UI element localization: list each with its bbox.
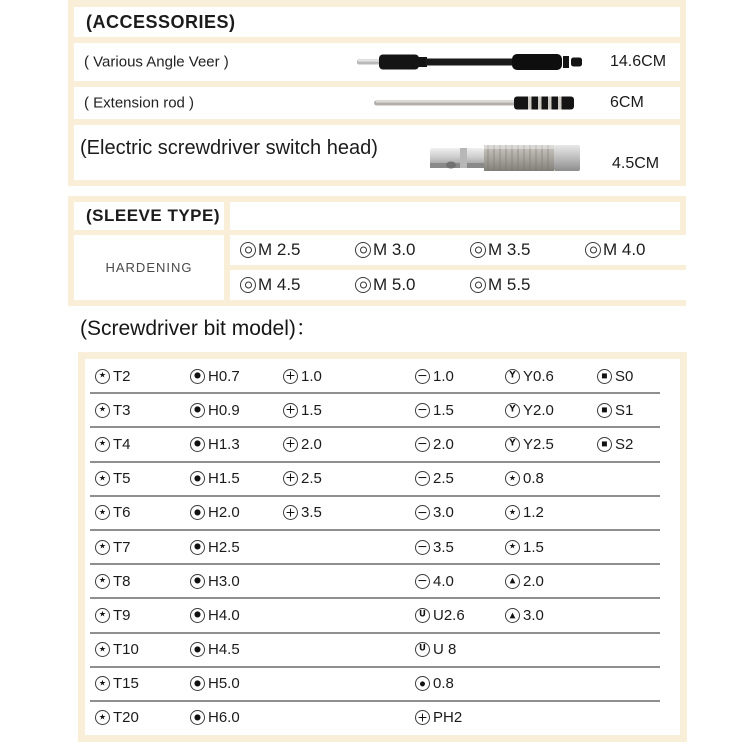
bit-model bbox=[283, 368, 415, 385]
bit-model-label: 1.0 bbox=[433, 367, 454, 385]
bit-table-row bbox=[85, 667, 680, 701]
accessory-label: ( Extension rod ) bbox=[84, 94, 195, 112]
u-icon: U bbox=[415, 608, 430, 623]
bit-model-label: PH2 bbox=[433, 709, 463, 727]
bit-model-label: Y2.0 bbox=[523, 401, 554, 419]
bit-model-label: H4.5 bbox=[208, 641, 240, 659]
bit-model bbox=[415, 573, 505, 590]
bit-model bbox=[415, 607, 505, 624]
bit-model bbox=[597, 368, 680, 385]
bit-model-label: T2 bbox=[113, 367, 131, 385]
phillips-icon: + bbox=[283, 403, 298, 418]
nut-icon bbox=[240, 277, 256, 293]
torx-icon: ★ bbox=[95, 642, 110, 657]
bit-model bbox=[597, 436, 680, 453]
bit-model bbox=[505, 436, 597, 453]
hex-icon: ● bbox=[190, 505, 205, 520]
slotted-icon: − bbox=[415, 574, 430, 589]
bit-model bbox=[190, 504, 283, 521]
hex-icon: ● bbox=[190, 574, 205, 589]
bit-model-label: S1 bbox=[615, 401, 634, 419]
bit-model bbox=[190, 539, 283, 556]
torx-icon: ★ bbox=[95, 471, 110, 486]
bit-model-label: 2.0 bbox=[433, 435, 454, 453]
phillips-icon: + bbox=[283, 505, 298, 520]
nut-icon bbox=[240, 242, 256, 258]
slotted-icon: − bbox=[415, 540, 430, 555]
slotted-icon: − bbox=[415, 403, 430, 418]
bit-model-label: 0.8 bbox=[523, 470, 544, 488]
bit-model bbox=[283, 504, 415, 521]
bit-model-label: Y0.6 bbox=[523, 367, 554, 385]
bit-model bbox=[190, 368, 283, 385]
bit-model-label: 2.5 bbox=[433, 470, 454, 488]
screwdriver-switch-head-image bbox=[430, 140, 580, 176]
nut-icon bbox=[355, 277, 371, 293]
bit-model-label: U2.6 bbox=[433, 606, 465, 624]
sleeve-size bbox=[470, 275, 585, 295]
accessory-row-extension-rod bbox=[74, 87, 680, 119]
bit-model bbox=[95, 368, 190, 385]
bit-model bbox=[190, 607, 283, 624]
accessory-row-switch-head bbox=[74, 125, 680, 180]
bit-table-row bbox=[85, 530, 680, 564]
sleeve-sizes-row-1 bbox=[230, 235, 700, 265]
torx-icon: ★ bbox=[95, 540, 110, 555]
bit-model-label: T9 bbox=[113, 606, 131, 624]
hardening-label: HARDENING bbox=[74, 235, 224, 300]
bit-model-label: H1.3 bbox=[208, 435, 240, 453]
bit-model bbox=[597, 402, 680, 419]
bit-model bbox=[415, 436, 505, 453]
sleeve-size bbox=[470, 240, 585, 260]
bit-model bbox=[190, 675, 283, 692]
dot-icon: ● bbox=[415, 676, 430, 691]
bit-model bbox=[95, 607, 190, 624]
hex-icon: ● bbox=[190, 642, 205, 657]
bit-model-label: 1.0 bbox=[301, 367, 322, 385]
accessories-title: (ACCESSORIES) bbox=[86, 11, 236, 32]
bit-model-label: T8 bbox=[113, 572, 131, 590]
bit-model bbox=[190, 709, 283, 726]
bit-model-label: T4 bbox=[113, 435, 131, 453]
torx-icon: ★ bbox=[95, 505, 110, 520]
bit-model bbox=[505, 573, 597, 590]
bit-model-label: H0.9 bbox=[208, 401, 240, 419]
bit-model bbox=[95, 402, 190, 419]
bit-model-label: 3.5 bbox=[433, 538, 454, 556]
sleeve-size-label: M 5.0 bbox=[373, 275, 416, 294]
bit-model-label: T7 bbox=[113, 538, 131, 556]
accessories-header bbox=[74, 7, 680, 37]
bit-model-label: S2 bbox=[615, 435, 634, 453]
bit-model-label: H1.5 bbox=[208, 470, 240, 488]
bit-model-table-body bbox=[85, 359, 680, 735]
bit-model bbox=[415, 709, 505, 726]
triangle-icon: ▲ bbox=[505, 574, 520, 589]
bit-model bbox=[95, 436, 190, 453]
bit-model bbox=[283, 402, 415, 419]
bit-model bbox=[415, 641, 505, 658]
bit-model-label: T20 bbox=[113, 709, 139, 727]
accessory-label: ( Various Angle Veer ) bbox=[84, 53, 229, 71]
hex-icon: ● bbox=[190, 608, 205, 623]
bit-model-label: U 8 bbox=[433, 641, 457, 659]
bit-model-label: H5.0 bbox=[208, 675, 240, 693]
accessory-size: 4.5CM bbox=[612, 155, 660, 172]
bit-model-label: 3.5 bbox=[301, 504, 322, 522]
star-icon: ★ bbox=[505, 505, 520, 520]
bit-model-label: T15 bbox=[113, 675, 139, 693]
torx-icon: ★ bbox=[95, 403, 110, 418]
sleeve-size bbox=[355, 275, 470, 295]
bit-model-label: Y2.5 bbox=[523, 435, 554, 453]
accessory-label: (Electric screwdriver switch head) bbox=[80, 137, 378, 159]
triwing-icon: Y bbox=[505, 437, 520, 452]
torx-icon: ★ bbox=[95, 608, 110, 623]
bit-table-row bbox=[85, 564, 680, 598]
bit-model-label: T5 bbox=[113, 470, 131, 488]
bit-model bbox=[95, 470, 190, 487]
torx-icon: ★ bbox=[95, 437, 110, 452]
bit-model bbox=[415, 470, 505, 487]
bit-model bbox=[95, 504, 190, 521]
bit-model-label: T10 bbox=[113, 641, 139, 659]
sleeve-size bbox=[240, 240, 355, 260]
bit-model-label: T6 bbox=[113, 504, 131, 522]
bit-model-label: 2.0 bbox=[523, 572, 544, 590]
bit-table-row bbox=[85, 496, 680, 530]
bit-model-label: 1.5 bbox=[433, 401, 454, 419]
sleeve-type-title: (SLEEVE TYPE) bbox=[86, 206, 221, 225]
bit-model bbox=[505, 470, 597, 487]
bit-model bbox=[415, 539, 505, 556]
bit-model bbox=[190, 573, 283, 590]
sleeve-size-label: M 2.5 bbox=[258, 240, 301, 259]
sleeve-size-label: M 3.5 bbox=[488, 240, 531, 259]
phillips-icon: + bbox=[283, 437, 298, 452]
flexible-shaft-image bbox=[357, 47, 585, 77]
bit-model bbox=[415, 368, 505, 385]
bit-model-label: H3.0 bbox=[208, 572, 240, 590]
bit-model-label: 4.0 bbox=[433, 572, 454, 590]
slotted-icon: − bbox=[415, 437, 430, 452]
nut-icon bbox=[470, 277, 486, 293]
nut-icon bbox=[355, 242, 371, 258]
bit-table-row bbox=[85, 633, 680, 667]
bit-model bbox=[505, 402, 597, 419]
slotted-icon: − bbox=[415, 369, 430, 384]
accessory-row-various-angle-veer bbox=[74, 43, 680, 81]
hex-icon: ● bbox=[190, 437, 205, 452]
accessory-size: 14.6CM bbox=[610, 53, 667, 70]
hex-icon: ● bbox=[190, 369, 205, 384]
accessories-section bbox=[68, 0, 686, 186]
star-icon: ★ bbox=[505, 471, 520, 486]
phillips-icon: + bbox=[415, 710, 430, 725]
bit-model bbox=[190, 641, 283, 658]
bit-model bbox=[95, 709, 190, 726]
nut-icon bbox=[470, 242, 486, 258]
bit-model bbox=[95, 539, 190, 556]
triwing-icon: Y bbox=[505, 369, 520, 384]
nut-icon bbox=[585, 242, 601, 258]
sleeve-sizes bbox=[230, 235, 700, 300]
bit-model bbox=[190, 402, 283, 419]
bit-table-row bbox=[85, 393, 680, 427]
sleeve-type-section bbox=[68, 196, 686, 306]
torx-icon: ★ bbox=[95, 710, 110, 725]
phillips-icon: + bbox=[283, 471, 298, 486]
sleeve-title-cell bbox=[74, 202, 224, 230]
bit-model bbox=[95, 641, 190, 658]
sleeve-type-header bbox=[74, 202, 680, 230]
torx-icon: ★ bbox=[95, 574, 110, 589]
bit-model-label: H0.7 bbox=[208, 367, 240, 385]
triangle-icon: ▲ bbox=[505, 608, 520, 623]
hex-icon: ● bbox=[190, 540, 205, 555]
bit-model bbox=[95, 573, 190, 590]
bit-table-row bbox=[85, 462, 680, 496]
bit-model-title: (Screwdriver bit model)： bbox=[80, 317, 317, 340]
hex-icon: ● bbox=[190, 676, 205, 691]
bit-model-label: 3.0 bbox=[523, 606, 544, 624]
torx-icon: ★ bbox=[95, 369, 110, 384]
triwing-icon: Y bbox=[505, 403, 520, 418]
bit-model-label: 3.0 bbox=[433, 504, 454, 522]
bit-model-label: H2.0 bbox=[208, 504, 240, 522]
bit-table-row bbox=[85, 598, 680, 632]
bit-model-label: 2.0 bbox=[301, 435, 322, 453]
u-icon: U bbox=[415, 642, 430, 657]
bit-model bbox=[505, 504, 597, 521]
bit-model-label: S0 bbox=[615, 367, 634, 385]
bit-model-label: H2.5 bbox=[208, 538, 240, 556]
bit-model-label: 1.5 bbox=[523, 538, 544, 556]
square-icon: ■ bbox=[597, 403, 612, 418]
star-icon: ★ bbox=[505, 540, 520, 555]
slotted-icon: − bbox=[415, 471, 430, 486]
slotted-icon: − bbox=[415, 505, 430, 520]
bit-model-label: H4.0 bbox=[208, 606, 240, 624]
bit-model bbox=[190, 470, 283, 487]
sleeve-table bbox=[74, 235, 680, 300]
torx-icon: ★ bbox=[95, 676, 110, 691]
bit-model-label: T3 bbox=[113, 401, 131, 419]
bit-model bbox=[95, 675, 190, 692]
sleeve-size-label: M 4.5 bbox=[258, 275, 301, 294]
bit-table-row bbox=[85, 701, 680, 735]
bit-model-label: 2.5 bbox=[301, 470, 322, 488]
square-icon: ■ bbox=[597, 437, 612, 452]
sleeve-sizes-row-2 bbox=[230, 270, 700, 300]
bit-model bbox=[505, 607, 597, 624]
bit-model-label: 1.2 bbox=[523, 504, 544, 522]
sleeve-size bbox=[240, 275, 355, 295]
hex-icon: ● bbox=[190, 710, 205, 725]
sleeve-size-label: M 4.0 bbox=[603, 240, 646, 259]
phillips-icon: + bbox=[283, 369, 298, 384]
bit-model bbox=[283, 470, 415, 487]
bit-table-row bbox=[85, 427, 680, 461]
bit-model bbox=[505, 368, 597, 385]
bit-model-label: H6.0 bbox=[208, 709, 240, 727]
bit-model bbox=[415, 504, 505, 521]
accessory-size: 6CM bbox=[610, 94, 644, 111]
square-icon: ■ bbox=[597, 369, 612, 384]
bit-model bbox=[190, 436, 283, 453]
sleeve-size-label: M 5.5 bbox=[488, 275, 531, 294]
hex-icon: ● bbox=[190, 471, 205, 486]
bit-table-row bbox=[85, 359, 680, 393]
bit-model-label: 0.8 bbox=[433, 675, 454, 693]
bit-model bbox=[505, 539, 597, 556]
sleeve-size bbox=[585, 240, 700, 260]
bit-model bbox=[283, 436, 415, 453]
bit-model bbox=[415, 402, 505, 419]
sleeve-size-label: M 3.0 bbox=[373, 240, 416, 259]
extension-rod-image bbox=[374, 93, 584, 113]
bit-model-table bbox=[78, 352, 687, 742]
bit-model bbox=[415, 675, 505, 692]
bit-model-label: 1.5 bbox=[301, 401, 322, 419]
hex-icon: ● bbox=[190, 403, 205, 418]
sleeve-size bbox=[355, 240, 470, 260]
sleeve-header-spacer bbox=[230, 202, 680, 230]
